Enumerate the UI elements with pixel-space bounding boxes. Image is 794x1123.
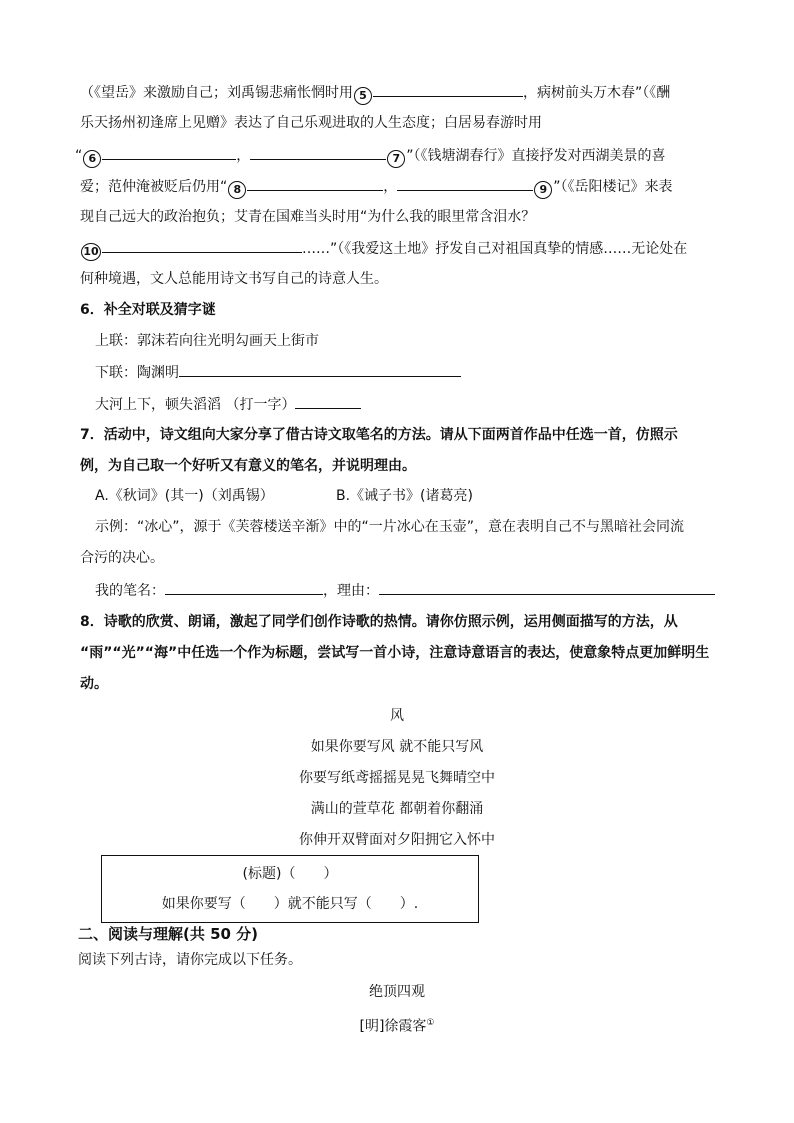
answer-blank-5[interactable] bbox=[373, 82, 523, 97]
couplet-answer-blank[interactable] bbox=[179, 362, 461, 377]
question-6-title: 6．补全对联及猜字谜 bbox=[80, 302, 216, 318]
text: “ bbox=[75, 148, 83, 164]
answer-blank-7[interactable] bbox=[250, 145, 386, 160]
answer-blank-6[interactable] bbox=[102, 145, 236, 160]
text: （《望岳》来激励自己；刘禹锡悲痛怅惘时用 bbox=[80, 85, 353, 101]
example-line-2: 合污的决心。 bbox=[80, 550, 164, 566]
couplet-upper: 上联：郭沫若向往光明勾画天上街市 bbox=[95, 333, 319, 349]
blank-number-8: 8 bbox=[228, 181, 246, 199]
example-poem-line: 你伸开双臂面对夕阳拥它入怀中 bbox=[299, 832, 495, 848]
example-poem-line: 如果你要写风 就不能只写风 bbox=[310, 739, 484, 755]
answer-blank-10[interactable] bbox=[102, 238, 302, 253]
text: ……”（《我爱这土地》抒发自己对祖国真挚的情感……无论处在 bbox=[302, 241, 688, 257]
text: ”（《钱塘湖春行》直接抒发对西湖美景的喜 bbox=[406, 148, 666, 164]
text-line-5: 现自己远大的政治抱负；艾青在国难当头时用“为什么我的眼里常含泪水？ bbox=[80, 209, 536, 225]
fill-line-1 bbox=[80, 82, 670, 105]
riddle-answer-blank[interactable] bbox=[295, 394, 361, 409]
text: 大河上下，顿失滔滔 （打一字） bbox=[95, 397, 296, 413]
example-poem-line: 满山的萱草花 都朝着你翻涌 bbox=[310, 801, 484, 817]
fill-line-4 bbox=[80, 176, 673, 199]
text: 下联：陶渊明 bbox=[95, 365, 179, 381]
blank-number-5: 5 bbox=[354, 87, 372, 105]
text: ，病树前头万木春”（《酬 bbox=[523, 85, 671, 101]
question-8-line-1: 8．诗歌的欣赏、朗诵，激起了同学们创作诗歌的热情。请你仿照示例，运用侧面描写的方法，从 bbox=[80, 614, 678, 630]
example-line-1: 示例：“冰心”，源于《芙蓉楼送辛渐》中的“一片冰心在玉壶”，意在表明自己不与黑暗社会同流 bbox=[95, 519, 685, 535]
blank-number-9: 9 bbox=[534, 181, 552, 199]
blank-number-7: 7 bbox=[387, 150, 405, 168]
box-title-line: (标题)（ ） bbox=[242, 866, 338, 882]
text: ， bbox=[236, 148, 251, 164]
text: ”（《岳阳楼记》来表 bbox=[553, 179, 673, 195]
text: ，理由： bbox=[323, 583, 379, 599]
reason-blank[interactable] bbox=[379, 580, 715, 595]
example-poem-title: 风 bbox=[390, 708, 404, 724]
footnote-marker: ① bbox=[426, 1018, 435, 1028]
answer-blank-9[interactable] bbox=[397, 176, 533, 191]
question-8-line-2: “雨”“光”“海”中任选一个作为标题，尝试写一首小诗，注意诗意语言的表达，使意象特点更加鲜明生 bbox=[80, 645, 710, 661]
pen-name-blank[interactable] bbox=[165, 580, 323, 595]
text: 我的笔名： bbox=[95, 583, 165, 599]
option-a: A.《秋词》(其一)（刘禹锡） bbox=[95, 488, 274, 504]
question-8-line-3: 动。 bbox=[80, 676, 108, 692]
text: ， bbox=[383, 179, 398, 195]
fill-line-6 bbox=[80, 238, 687, 261]
poem-answer-box[interactable] bbox=[101, 855, 479, 923]
text: 爱；范仲淹被贬后仍用“ bbox=[80, 179, 228, 195]
couplet-lower-line bbox=[95, 362, 461, 383]
reading-poem-title: 绝顶四观 bbox=[369, 984, 425, 1000]
box-first-line: 如果你要写（ ）就不能只写（ ）. bbox=[161, 896, 419, 912]
text-line-2: 乐天扬州初逢席上见赠》表达了自己乐观进取的人生态度；白居易春游时用 bbox=[80, 115, 542, 131]
pen-name-line bbox=[95, 580, 715, 601]
section-2-intro: 阅读下列古诗，请你完成以下任务。 bbox=[78, 952, 302, 968]
blank-number-6: 6 bbox=[83, 150, 101, 168]
question-7-line-2: 例，为自己取一个好听又有意义的笔名，并说明理由。 bbox=[80, 458, 416, 474]
reading-poem-author-line bbox=[0, 1013, 794, 1037]
riddle-line bbox=[95, 394, 361, 415]
example-poem-line: 你要写纸鸢摇摇晃晃飞舞晴空中 bbox=[299, 770, 495, 786]
section-2-heading: 二、阅读与理解(共 50 分) bbox=[78, 925, 259, 943]
text-line-7: 何种境遇，文人总能用诗文书写自己的诗意人生。 bbox=[80, 271, 388, 287]
answer-blank-8[interactable] bbox=[247, 176, 383, 191]
fill-line-3 bbox=[75, 145, 666, 168]
reading-poem-author: [明]徐霞客 bbox=[359, 1018, 427, 1035]
option-b: B.《诫子书》(诸葛亮) bbox=[336, 488, 473, 504]
blank-number-10: 10 bbox=[81, 243, 101, 261]
question-7-line-1: 7．活动中，诗文组向大家分享了借古诗文取笔名的方法。请从下面两首作品中任选一首，仿照示 bbox=[80, 427, 678, 443]
